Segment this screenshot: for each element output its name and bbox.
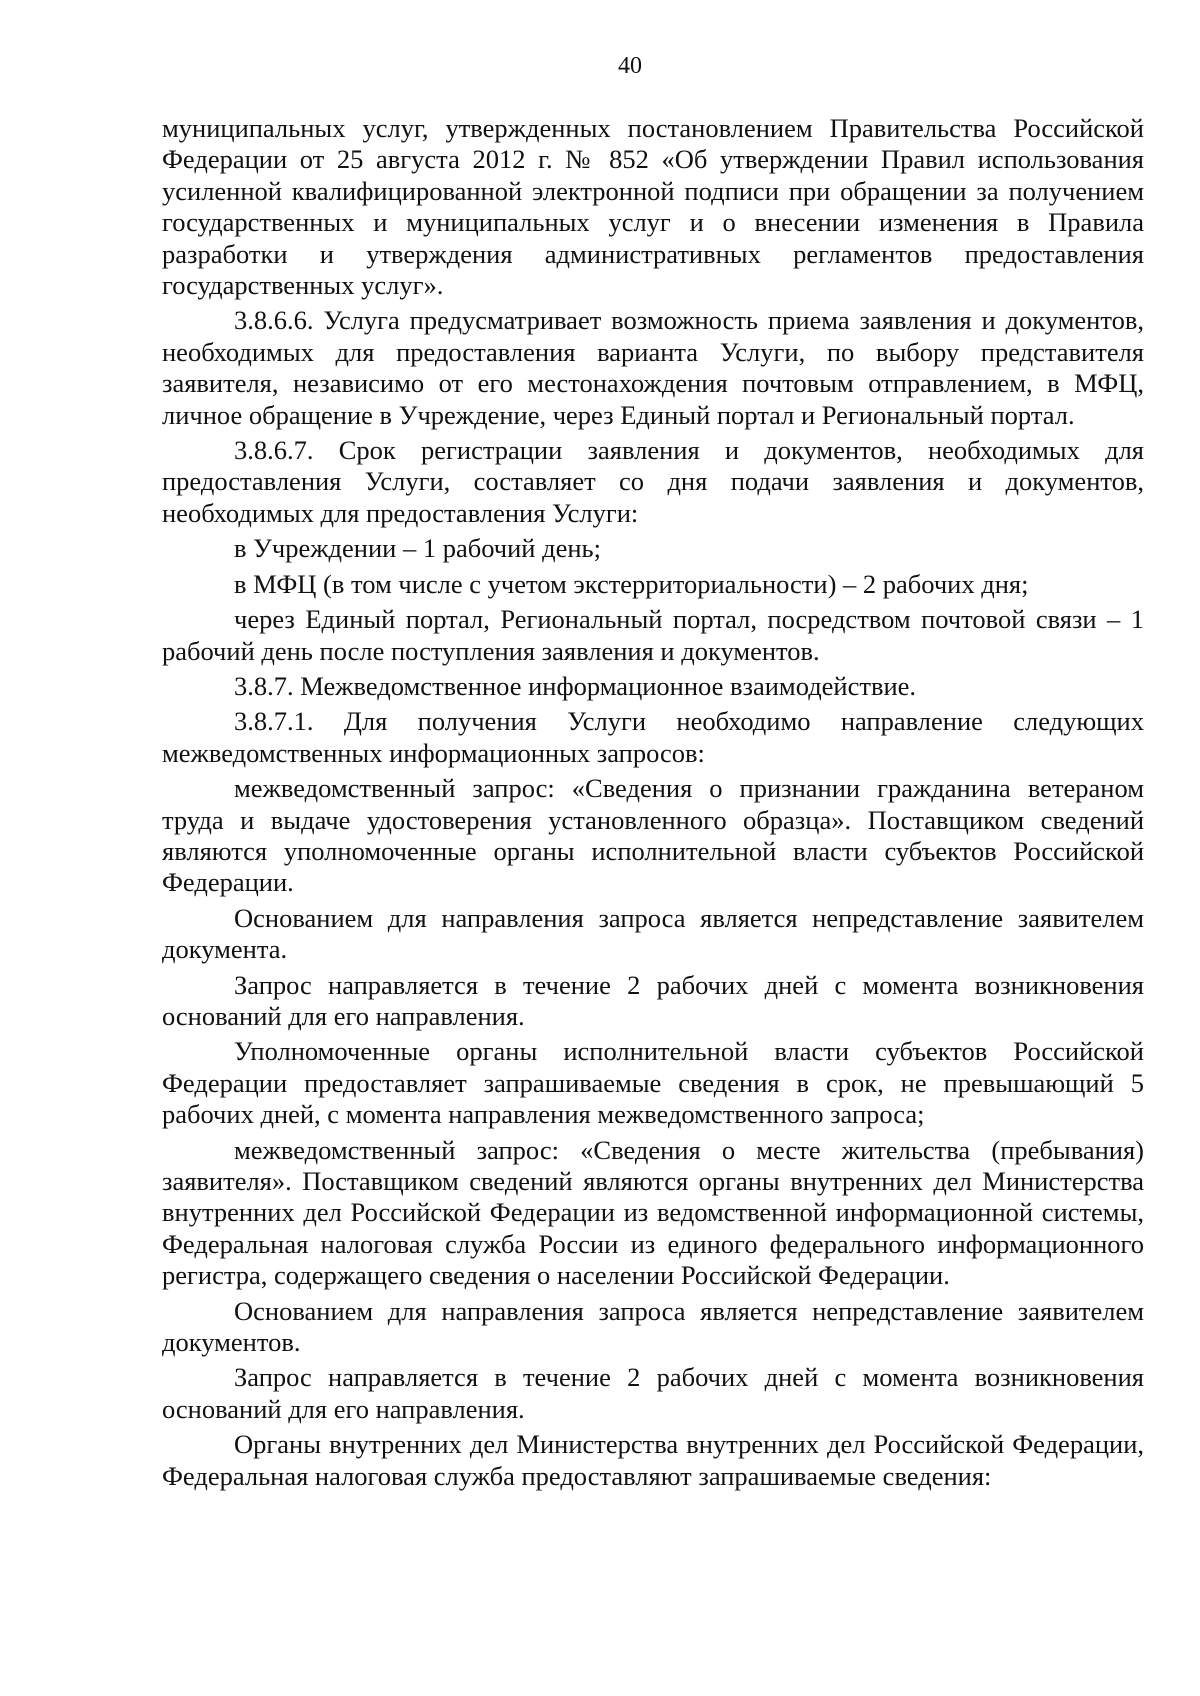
paragraph-3-8-7: 3.8.7. Межведомственное информационное взаимодействие. — [234, 670, 917, 701]
paragraph-response-intro-2: Органы внутренних дел Министерства внутренних дел Российской Федерации, Федеральная налоговая служба предоставляют запрашиваемые сведения: — [162, 1429, 1144, 1491]
paragraph-term-mfc: в МФЦ (в том числе с учетом экстерриториальности) – 2 рабочих дня; — [234, 568, 1029, 599]
paragraph-3-8-6-7: 3.8.6.7. Срок регистрации заявления и документов, необходимых для предоставления Услуги, составляет со дня подачи заявления и документов, необходимых для предоставления Услуги: — [162, 435, 1144, 528]
paragraph-request-residence: межведомственный запрос: «Сведения о месте жительства (пребывания) заявителя». Поставщиком сведений являются органы внутренних дел Министерства внутренних дел Российской Федерации из ведомственной информационной системы, Федеральная налоговая служба России из единого федерального информационного регистра, содержащего сведения о населении Российской Федерации. — [162, 1134, 1144, 1291]
paragraph-request-basis-1: Основанием для направления запроса является непредставление заявителем документа. — [162, 902, 1144, 965]
paragraph-request-veteran: межведомственный запрос: «Сведения о признании гражданина ветераном труда и выдаче удостоверения установленного образца». Поставщиком сведений являются уполномоченные органы исполнительной власти субъектов Российской Федерации. — [162, 773, 1144, 898]
page-number: 40 — [618, 53, 642, 79]
paragraph-3-8-7-1: 3.8.7.1. Для получения Услуги необходимо направление следующих межведомственных информационных запросов: — [162, 706, 1144, 768]
paragraph-request-timing-1: Запрос направляется в течение 2 рабочих дней с момента возникновения оснований для его направления. — [162, 969, 1144, 1031]
document-body — [162, 113, 1144, 1492]
paragraph-term-portal: через Единый портал, Региональный портал, посредством почтовой связи – 1 рабочий день после поступления заявления и документов. — [162, 604, 1144, 666]
paragraph-response-term-1: Уполномоченные органы исполнительной власти субъектов Российской Федерации предоставляет запрашиваемые сведения в срок, не превышающий 5 рабочих дней, с момента направления межведомственного запроса; — [162, 1036, 1144, 1130]
paragraph-request-timing-2: Запрос направляется в течение 2 рабочих дней с момента возникновения оснований для его направления. — [162, 1362, 1144, 1424]
paragraph-request-basis-2: Основанием для направления запроса является непредставление заявителем документов. — [162, 1295, 1144, 1358]
paragraph-3-8-6-6: 3.8.6.6. Услуга предусматривает возможность приема заявления и документов, необходимых для предоставления варианта Услуги, по выбору представителя заявителя, независимо от его местонахождения почтовым отправлением, в МФЦ, личное обращение в Учреждение, через Единый портал и Региональный портал. — [162, 305, 1144, 430]
paragraph-continuation: муниципальных услуг, утвержденных постановлением Правительства Российской Федерации от 25 августа 2012 г. № 852 «Об утверждении Правил использования усиленной квалифицированной электронной подписи при обращении за получением государственных и муниципальных услуг и о внесении изменения в Правила разработки и утверждения административных регламентов предоставления государственных услуг». — [162, 113, 1144, 301]
paragraph-term-institution: в Учреждении – 1 рабочий день; — [234, 533, 601, 564]
